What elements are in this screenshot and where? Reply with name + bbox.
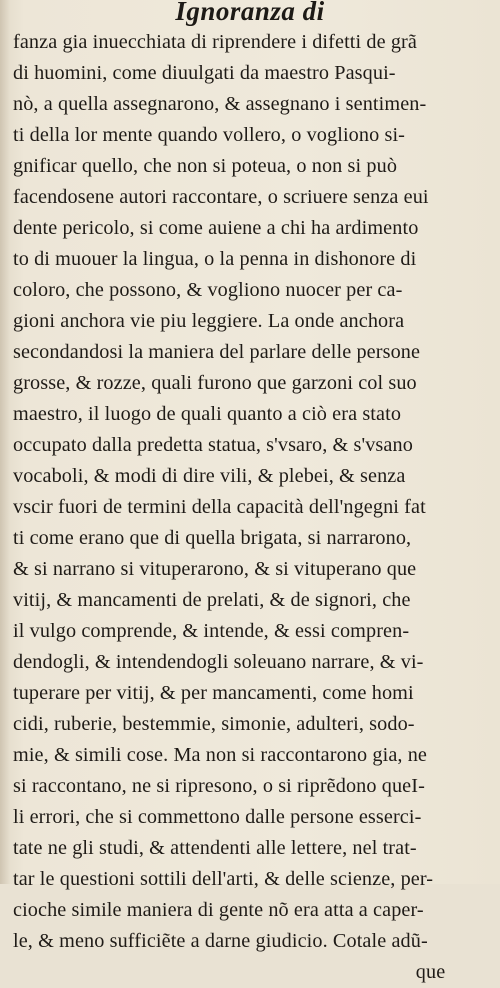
running-head: Ignoranza di bbox=[175, 0, 325, 26]
text-line: coloro, che possono, & vogliono nuocer per ca- bbox=[13, 279, 403, 301]
text-line: cioche simile maniera di gente nõ era atta a caper- bbox=[13, 899, 424, 921]
catchword: que bbox=[415, 961, 446, 983]
text-line: tate ne gli studi, & attendenti alle lettere, nel trat- bbox=[13, 837, 417, 859]
text-line: to di muouer la lingua, o la penna in dishonore di bbox=[13, 248, 417, 270]
text-line: mie, & simili cose. Ma non si raccontarono gia, ne bbox=[13, 744, 428, 766]
text-line: dente pericolo, si come auiene a chi ha ardimento bbox=[13, 217, 419, 239]
body-text bbox=[13, 27, 491, 988]
text-line: il vulgo comprende, & intende, & essi compren- bbox=[13, 620, 410, 642]
text-line: dendogli, & intendendogli soleuano narrare, & vi- bbox=[13, 651, 424, 673]
text-line: ti come erano que di quella brigata, si narrarono, bbox=[13, 527, 412, 549]
text-line: si raccontano, ne si ripresono, o si riprẽdono queI- bbox=[13, 775, 425, 797]
text-line: le, & meno sufficiẽte a darne giudicio. Cotale adũ- bbox=[13, 930, 428, 952]
text-line: di huomini, come diuulgati da maestro Pasqui- bbox=[13, 62, 396, 84]
text-line: gioni anchora vie piu leggiere. La onde anchora bbox=[13, 310, 405, 332]
text-line: facendosene autori raccontare, o scriuere senza eui bbox=[13, 186, 429, 208]
text-line: gnificar quello, che non si poteua, o non si può bbox=[13, 155, 398, 177]
text-line: nò, a quella assegnarono, & assegnano i sentimen- bbox=[13, 93, 427, 115]
text-line: vocaboli, & modi di dire vili, & plebei, & senza bbox=[13, 465, 406, 487]
text-line: & si narrano si vituperarono, & si vituperano que bbox=[13, 558, 417, 580]
page-gutter-shadow bbox=[0, 0, 10, 884]
text-line: tar le questioni sottili dell'arti, & delle scienze, per- bbox=[13, 868, 434, 890]
text-line: maestro, il luogo de quali quanto a ciò era stato bbox=[13, 403, 402, 425]
text-line: vitij, & mancamenti de prelati, & de signori, che bbox=[13, 589, 411, 611]
text-line: ti della lor mente quando vollero, o vogliono si- bbox=[13, 124, 406, 146]
text-line: tuperare per vitij, & per mancamenti, come homi bbox=[13, 682, 414, 704]
text-line: secondandosi la maniera del parlare delle persone bbox=[13, 341, 421, 363]
text-line: fanza gia inuecchiata di riprendere i difetti de grã bbox=[13, 31, 417, 53]
text-line: cidi, ruberie, bestemmie, simonie, adulteri, sodo- bbox=[13, 713, 415, 735]
text-line: grosse, & rozze, quali furono que garzoni col suo bbox=[13, 372, 417, 394]
text-line: li errori, che si commettono dalle persone esserci- bbox=[13, 806, 422, 828]
text-line: occupato dalla predetta statua, s'vsaro, & s'vsano bbox=[13, 434, 413, 456]
text-line: vscir fuori de termini della capacità dell'ngegni fat bbox=[13, 496, 426, 518]
